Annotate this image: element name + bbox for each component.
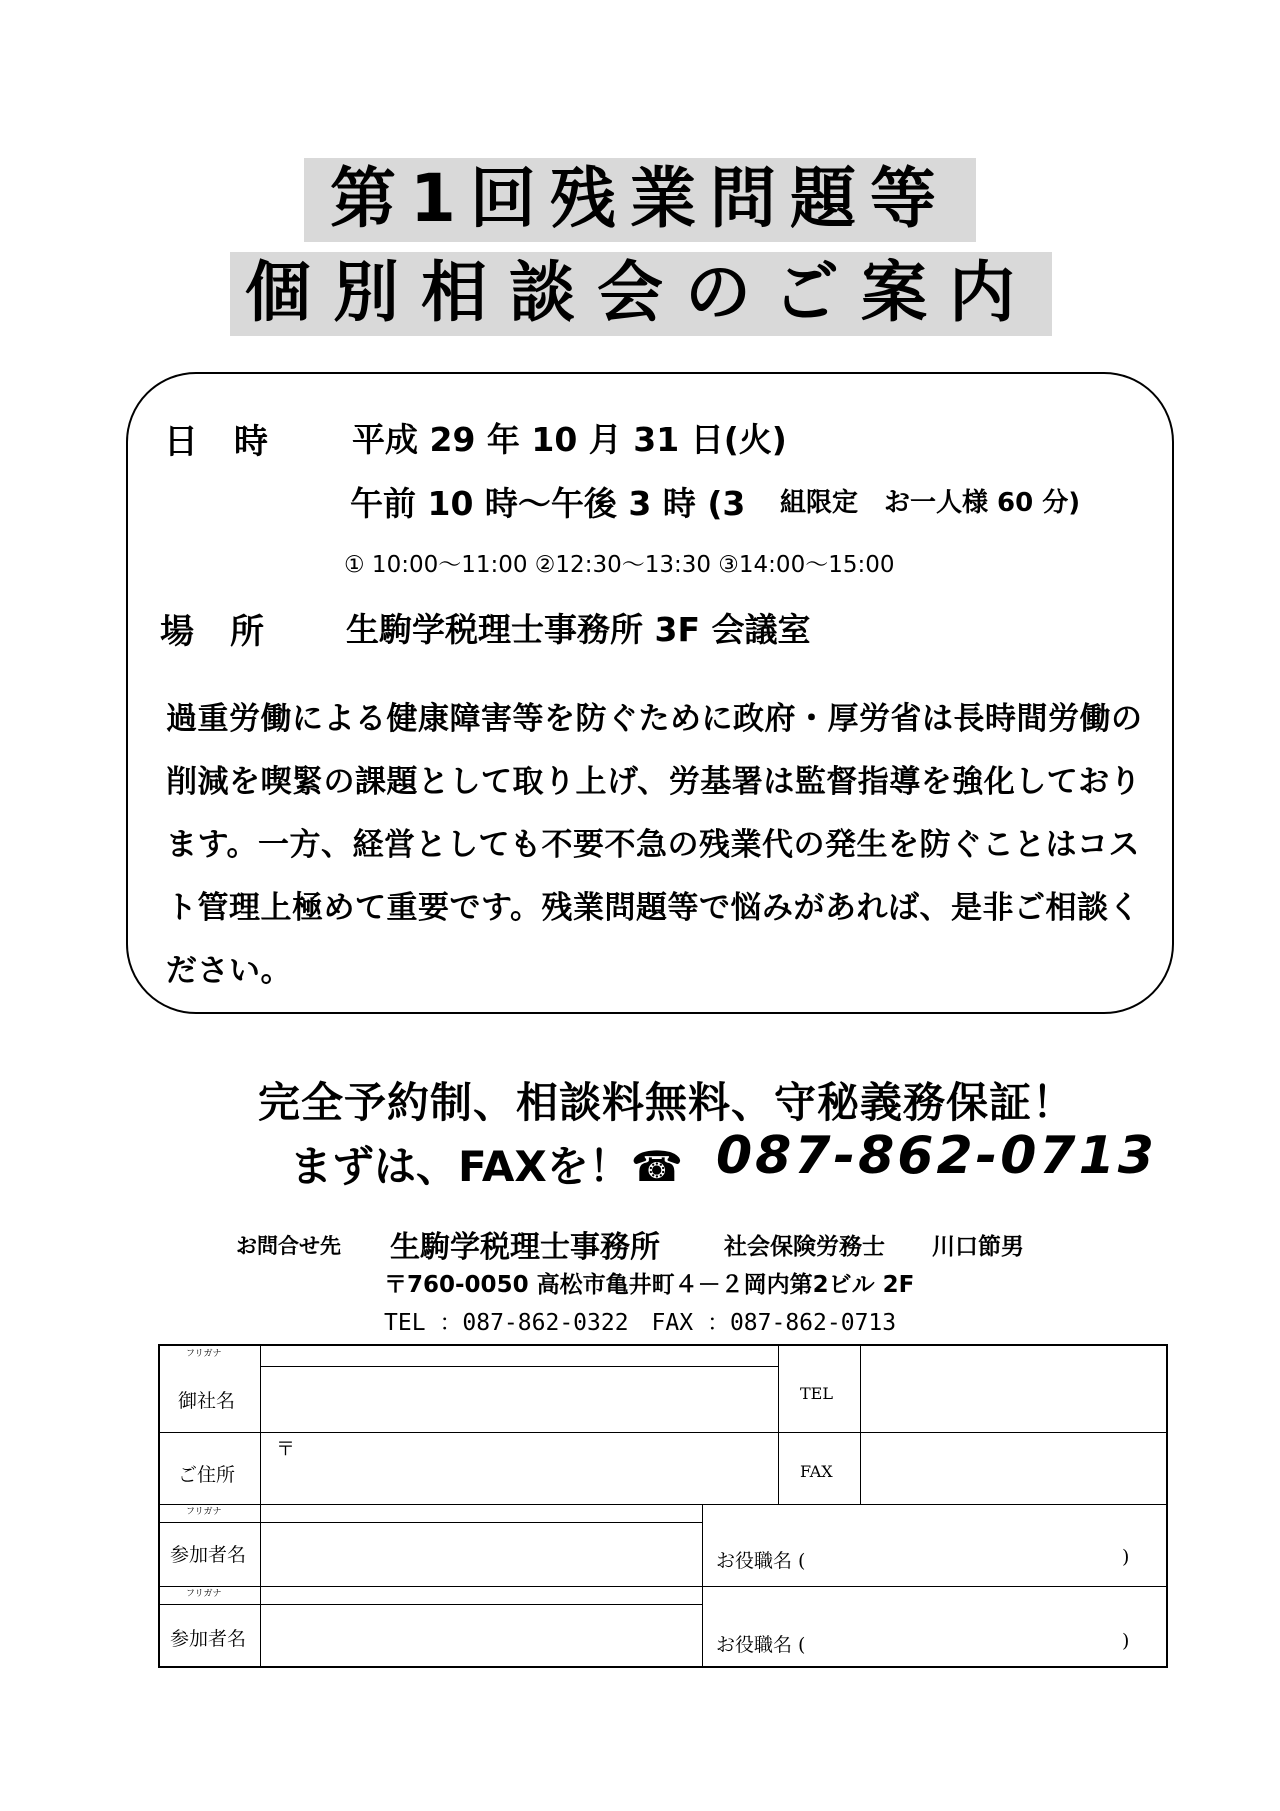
fax-label: FAX: [800, 1462, 833, 1481]
event-date: 平成 29 年 10 月 31 日(火): [352, 420, 787, 459]
participant-1-input[interactable]: [260, 1522, 698, 1582]
contact-person: 川口節男: [932, 1234, 1024, 1260]
furigana-label: フリガナ: [186, 1349, 222, 1359]
position-label-close: ): [1122, 1630, 1130, 1652]
participant-label: 参加者名: [170, 1628, 247, 1650]
furigana-label: フリガナ: [186, 1507, 222, 1517]
title-line-2: 個別相談会のご案内: [230, 252, 1052, 336]
time-slots: ① 10:00～11:00 ②12:30～13:30 ③14:00～15:00: [344, 552, 895, 578]
contact-office: 生駒学税理士事務所: [390, 1230, 660, 1265]
participant-2-input[interactable]: [260, 1604, 698, 1664]
company-input[interactable]: [260, 1366, 774, 1428]
contact-label: お問合せ先: [236, 1234, 341, 1258]
position-label-open: お役職名 (: [716, 1550, 806, 1572]
tel-input[interactable]: [862, 1346, 1162, 1428]
address-input[interactable]: [260, 1432, 774, 1500]
position-1-input[interactable]: [820, 1530, 1110, 1580]
event-time-limit: 組限定 お一人様 60 分): [780, 488, 1081, 518]
position-2-input[interactable]: [820, 1612, 1110, 1662]
place-label: 場所: [160, 612, 300, 652]
event-time: 午前 10 時～午後 3 時 (3: [350, 484, 746, 523]
position-label-open: お役職名 (: [716, 1634, 806, 1656]
company-label: 御社名: [178, 1390, 236, 1412]
contact-tel-fax: TEL ：087-862-0322 FAX ：087-862-0713: [384, 1310, 897, 1336]
contact-qualification: 社会保険労務士: [724, 1234, 885, 1260]
tel-label: TEL: [800, 1384, 833, 1403]
contact-address: 〒760-0050 高松市亀井町４－２岡内第2ビル 2F: [384, 1272, 915, 1298]
participant-label: 参加者名: [170, 1544, 247, 1566]
fax-input[interactable]: [862, 1432, 1162, 1500]
event-place: 生駒学税理士事務所 3F 会議室: [346, 610, 811, 649]
promo-line-2: まずは、FAXを！☎: [290, 1142, 684, 1191]
furigana-label: フリガナ: [186, 1589, 222, 1599]
datetime-label: 日時: [164, 422, 304, 462]
position-label-close: ): [1122, 1546, 1130, 1568]
description-text: 過重労働による健康障害等を防ぐために政府・厚労省は長時間労働の削減を喫緊の課題として取り上げ、労基署は監督指導を強化しております。一方、経営としても不要不急の残業代の発生を防ぐことはコスト管理上極めて重要です。残業問題等で悩みがあれば、是非ご相談ください。: [166, 701, 1143, 989]
postal-mark: 〒: [276, 1438, 296, 1460]
title-line-1: 第1回残業問題等: [304, 158, 976, 242]
address-label: ご住所: [178, 1464, 236, 1486]
promo-line-1: 完全予約制、相談料無料、守秘義務保証！: [258, 1078, 1076, 1127]
fax-number: 087-862-0713: [716, 1126, 1157, 1186]
